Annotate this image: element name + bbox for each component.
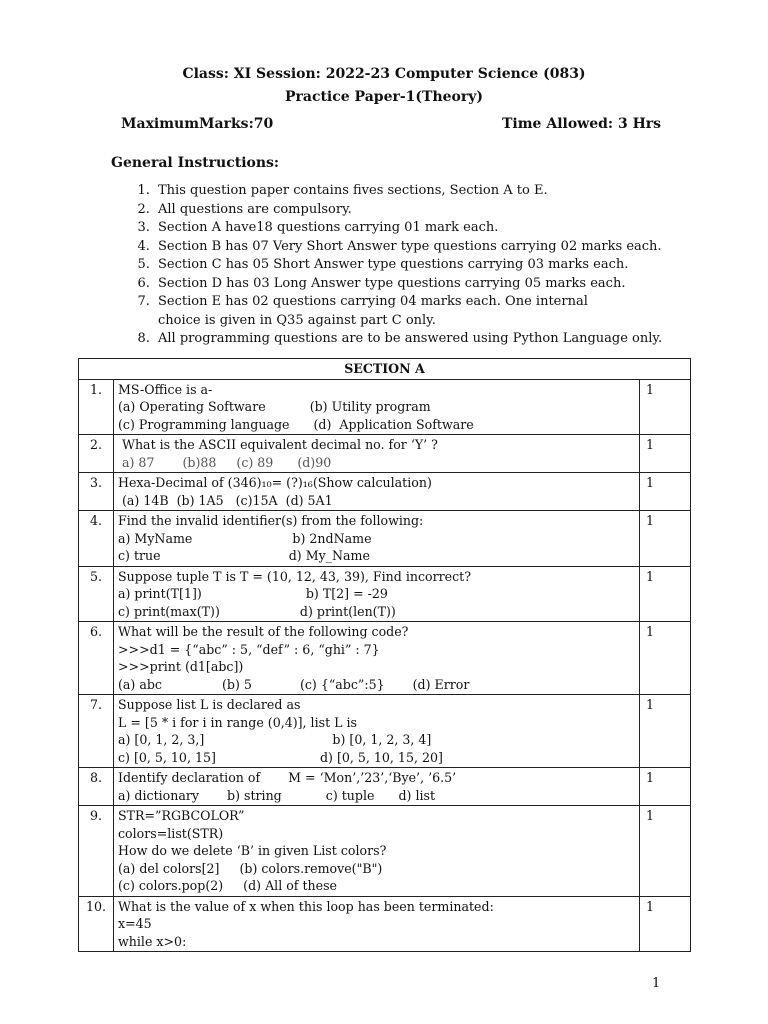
question-line: a) MyName b) 2ndName (118, 530, 372, 546)
question-row (79, 379, 691, 435)
question-line: Find the invalid identifier(s) from the following: (118, 513, 424, 528)
question-marks: 1 (640, 435, 691, 473)
instruction-item: 3. Section A have18 questions carrying 01 mark each. (154, 219, 714, 238)
question-line: c) [0, 5, 10, 15] d) [0, 5, 10, 15, 20] (118, 749, 443, 765)
question-line: (a) 14B (b) 1A5 (c)15A (d) 5A1 (118, 492, 333, 508)
question-line: x=45 (118, 916, 152, 931)
question-text (114, 511, 640, 567)
question-line: (a) Operating Software (b) Utility program (118, 399, 431, 414)
question-number: 2. (79, 435, 114, 473)
question-number: 6. (79, 622, 114, 695)
instruction-item: 7. Section E has 02 questions carrying 04 marks each. One internal choice is given in Q35 against part C only. (154, 293, 628, 330)
question-row (79, 768, 691, 806)
question-row (79, 473, 691, 511)
page-number: 1 (652, 976, 661, 991)
section-header-row (79, 359, 691, 380)
question-number: 1. (79, 379, 114, 435)
question-number: 3. (79, 473, 114, 511)
question-row (79, 806, 691, 897)
instructions-title: General Instructions: (111, 155, 280, 171)
question-text (114, 473, 640, 511)
question-text (114, 768, 640, 806)
instruction-item: 5. Section C has 05 Short Answer type questions carrying 03 marks each. (154, 256, 714, 275)
question-line: c) print(max(T)) d) print(len(T)) (118, 603, 396, 619)
instruction-item: 1. This question paper contains fives sections, Section A to E. (154, 182, 714, 201)
question-line: Suppose tuple T is T = (10, 12, 43, 39), Find incorrect? (118, 568, 471, 584)
question-line: (c) Programming language (d) Application Software (118, 416, 474, 432)
question-line: What is the ASCII equivalent decimal no. for ‘Y’ ? (118, 437, 438, 452)
question-line: How do we delete ‘B’ in given List colors? (118, 843, 387, 858)
instruction-item: 4. Section B has 07 Very Short Answer type questions carrying 02 marks each. (154, 238, 714, 257)
question-marks: 1 (640, 768, 691, 806)
question-line: Suppose list L is declared as (118, 697, 301, 712)
question-marks: 1 (640, 379, 691, 435)
question-line: while x>0: (118, 933, 187, 949)
question-number: 5. (79, 566, 114, 622)
question-number: 8. (79, 768, 114, 806)
instructions-list (130, 182, 714, 349)
question-row (79, 896, 691, 952)
question-text (114, 896, 640, 952)
question-line: STR=”RGBCOLOR” (118, 808, 245, 823)
question-text (114, 695, 640, 768)
question-text (114, 566, 640, 622)
question-number: 9. (79, 806, 114, 897)
question-marks: 1 (640, 622, 691, 695)
question-line: a) print(T[1]) b) T[2] = -29 (118, 586, 388, 601)
question-line: >>>print (d1[abc]) (118, 659, 244, 674)
paper-title: Class: XI Session: 2022-23 Computer Science (083) (182, 66, 586, 82)
instruction-item: 2. All questions are compulsory. (154, 201, 714, 220)
question-line: MS-Office is a- (118, 381, 213, 397)
question-line: (a) del colors[2] (b) colors.remove("B") (118, 860, 383, 876)
question-line: colors=list(STR) (118, 825, 224, 841)
question-line: a) [0, 1, 2, 3,] b) [0, 1, 2, 3, 4] (118, 732, 432, 747)
question-line: a) 87 (b)88 (c) 89 (d)90 (118, 454, 332, 470)
question-marks: 1 (640, 473, 691, 511)
question-row (79, 511, 691, 567)
question-marks: 1 (640, 806, 691, 897)
paper-subtitle: Practice Paper-1(Theory) (284, 89, 484, 105)
question-line: a) dictionary b) string c) tuple d) list (118, 787, 436, 803)
question-line: >>>d1 = {“abc” : 5, “def” : 6, “ghi” : 7} (118, 641, 380, 657)
question-line: Identify declaration of M = ‘Mon’,’23’,‘Bye’, ’6.5’ (118, 770, 457, 785)
section-title: SECTION A (79, 359, 691, 380)
question-line: What is the value of x when this loop has been terminated: (118, 898, 494, 914)
question-row (79, 695, 691, 768)
question-line: (a) abc (b) 5 (c) {“abc”:5} (d) Error (118, 676, 470, 692)
question-line: (c) colors.pop(2) (d) All of these (118, 878, 338, 893)
question-number: 7. (79, 695, 114, 768)
question-number: 10. (79, 896, 114, 952)
question-line: Hexa-Decimal of (346)₁₀= (?)₁₆(Show calculation) (118, 475, 432, 490)
question-text (114, 435, 640, 473)
maximum-marks: MaximumMarks:70 (121, 116, 274, 132)
question-row (79, 435, 691, 473)
question-row (79, 566, 691, 622)
question-marks: 1 (640, 896, 691, 952)
instruction-item: 6. Section D has 03 Long Answer type questions carrying 05 marks each. (154, 275, 714, 294)
instruction-item: 8. All programming questions are to be answered using Python Language only. (154, 330, 714, 349)
question-text (114, 622, 640, 695)
question-row (79, 622, 691, 695)
question-marks: 1 (640, 566, 691, 622)
questions-table (78, 358, 691, 952)
question-marks: 1 (640, 695, 691, 768)
time-allowed: Time Allowed: 3 Hrs (502, 116, 662, 132)
question-text (114, 379, 640, 435)
question-line: What will be the result of the following code? (118, 624, 409, 639)
question-line: L = [5 * i for i in range (0,4)], list L is (118, 714, 357, 730)
question-text (114, 806, 640, 897)
question-line: c) true d) My_Name (118, 548, 370, 563)
question-marks: 1 (640, 511, 691, 567)
question-number: 4. (79, 511, 114, 567)
